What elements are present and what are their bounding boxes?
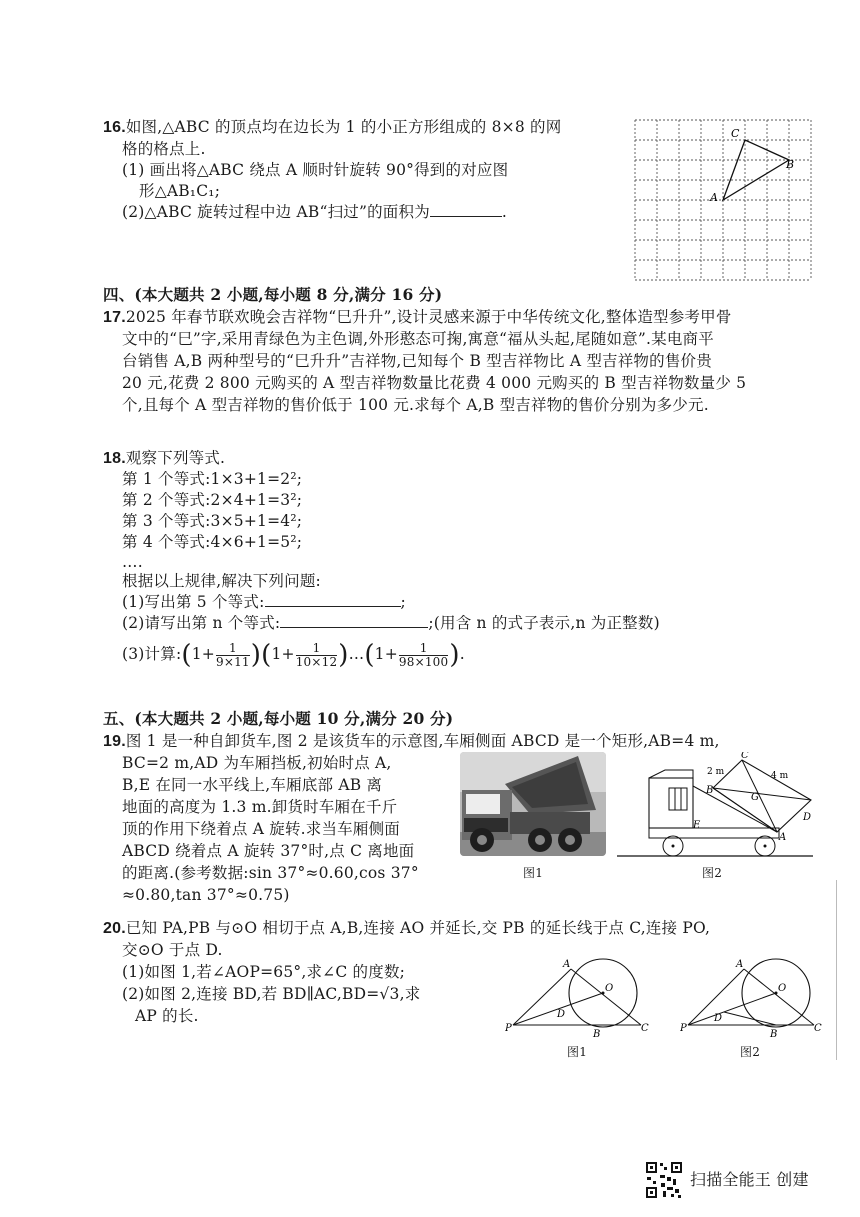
q20-line1: 20.已知 PA,PB 与⊙O 相切于点 A,B,连接 AO 并延长,交 PB 的延长线于点 C,连接 PO, xyxy=(103,919,711,937)
q18-part1-blank[interactable] xyxy=(265,592,401,607)
q16-line2: 格的格点上. xyxy=(122,140,206,158)
q20-fig1-caption: 图1 xyxy=(567,1045,588,1059)
fig2-label-p: P xyxy=(680,1023,687,1034)
q18-part1: (1)写出第 5 个等式: ; xyxy=(122,593,406,611)
q18-eq1: 第 1 个等式:1×3+1=2²; xyxy=(122,470,303,488)
schematic-label-a: A xyxy=(779,832,787,843)
schematic-label-d: D xyxy=(803,812,812,823)
q19-line2: BC=2 m,AD 为车厢挡板,初始时点 A, xyxy=(122,754,392,772)
q16-line4: 形△AB₁C₁; xyxy=(139,182,221,200)
q19-fig1-caption: 图1 xyxy=(523,866,544,880)
q17-line3: 台销售 A,B 两种型号的“巳升升”吉祥物,已知每个 B 型吉祥物比 A 型吉祥物的售价贵 xyxy=(122,352,712,370)
grid-label-b: B xyxy=(786,158,795,171)
truck-schematic xyxy=(615,752,815,862)
fig1-label-b: B xyxy=(593,1029,601,1040)
q18-part3: (3)计算:(1+ $\frac{1}{9\times 11}$ )(1+ $\frac{1}{10\times 12}$ )…(1+ $\frac{1}{98\times 100}$ ). xyxy=(122,640,465,670)
grid-label-c: C xyxy=(731,127,740,140)
fig1-label-o: O xyxy=(605,983,614,994)
fraction-3: $\frac{1}{98\times 100}$ xyxy=(398,640,449,669)
q18-line0: 18.观察下列等式. xyxy=(103,449,226,467)
q18-intro: 根据以上规律,解决下列问题: xyxy=(122,572,321,590)
schematic-label-e: E xyxy=(693,820,701,831)
grid-label-a: A xyxy=(710,191,718,204)
dump-truck-photo xyxy=(460,752,606,856)
q19-line4: 地面的高度为 1.3 m.卸货时车厢在千斤 xyxy=(122,798,398,816)
fig1-label-a: A xyxy=(563,959,571,970)
q16-answer-blank[interactable] xyxy=(430,202,502,217)
schematic-label-b: B xyxy=(706,785,714,796)
q18-dots: …. xyxy=(122,553,143,571)
watermark-text: 扫描全能王 创建 xyxy=(690,1170,809,1189)
q19-line8: ≈0.80,tan 37°≈0.75) xyxy=(122,886,290,904)
q16-line3: (1) 画出将△ABC 绕点 A 顺时针旋转 90°得到的对应图 xyxy=(122,161,509,179)
fig2-label-a: A xyxy=(736,959,744,970)
fraction-2: $\frac{1}{10\times 12}$ xyxy=(295,640,338,669)
q20-fig2-caption: 图2 xyxy=(740,1045,761,1059)
q16-line1: 16.如图,△ABC 的顶点均在边长为 1 的小正方形组成的 8×8 的网 xyxy=(103,118,562,136)
fig2-label-d: D xyxy=(714,1013,723,1024)
q17-line1: 17.2025 年春节联欢晚会吉祥物“巳升升”,设计灵感来源于中华传统文化,整体造型参考甲骨 xyxy=(103,308,732,326)
q19-line6: ABCD 绕着点 A 旋转 37°时,点 C 离地面 xyxy=(122,842,415,860)
grid-figure xyxy=(632,117,818,283)
qr-code-icon xyxy=(645,1161,683,1199)
section-5-header: 五、(本大题共 2 小题,每小题 10 分,满分 20 分) xyxy=(103,709,454,728)
q18-part2: (2)请写出第 n 个等式: ;(用含 n 的式子表示,n 为正整数) xyxy=(122,614,660,632)
q20-line2: 交⊙O 于点 D. xyxy=(122,941,223,959)
page-edge-line xyxy=(836,880,837,1060)
fig1-label-d: D xyxy=(557,1009,566,1020)
fig1-label-c: C xyxy=(641,1023,649,1034)
schematic-label-4m: 4 m xyxy=(771,771,789,781)
circle-figure-2 xyxy=(680,955,830,1045)
fig2-label-b: B xyxy=(770,1029,778,1040)
schematic-label-2m: 2 m xyxy=(707,767,725,777)
q17-line4: 20 元,花费 2 800 元购买的 A 型吉祥物数量比花费 4 000 元购买的 B 型吉祥物数量少 5 xyxy=(122,374,747,392)
q18-eq4: 第 4 个等式:4×6+1=5²; xyxy=(122,533,303,551)
q19-fig2-caption: 图2 xyxy=(702,866,723,880)
q18-eq2: 第 2 个等式:2×4+1=3²; xyxy=(122,491,303,509)
q19-line3: B,E 在同一水平线上,车厢底部 AB 离 xyxy=(122,776,383,794)
q17-line2: 文中的“巳”字,采用青绿色为主色调,外形憨态可掬,寓意“福从头起,尾随如意”.某电商平 xyxy=(122,330,714,348)
q20-line4: (2)如图 2,连接 BD,若 BD∥AC,BD=√3,求 xyxy=(122,985,421,1003)
fig2-label-o: O xyxy=(778,983,787,994)
q16-line5: (2)△ABC 旋转过程中边 AB“扫过”的面积为 . xyxy=(122,203,508,221)
schematic-label-g: G xyxy=(751,792,759,803)
triangle-abc xyxy=(723,140,789,200)
fig1-label-p: P xyxy=(505,1023,512,1034)
q17-line5: 个,且每个 A 型吉祥物的售价低于 100 元.求每个 A,B 型吉祥物的售价分别为多少元. xyxy=(122,396,709,414)
q18-eq3: 第 3 个等式:3×5+1=4²; xyxy=(122,512,303,530)
section-4-header: 四、(本大题共 2 小题,每小题 8 分,满分 16 分) xyxy=(103,285,443,304)
q19-line5: 顶的作用下绕着点 A 旋转.求当车厢侧面 xyxy=(122,820,400,838)
q20-line3: (1)如图 1,若∠AOP=65°,求∠C 的度数; xyxy=(122,963,406,981)
q19-line1: 19.图 1 是一种自卸货车,图 2 是该货车的示意图,车厢侧面 ABCD 是一个矩形,AB=4 m, xyxy=(103,732,720,750)
circle-figure-1 xyxy=(505,955,655,1045)
q18-part2-blank[interactable] xyxy=(280,613,428,628)
q19-line7: 的距离.(参考数据:sin 37°≈0.60,cos 37° xyxy=(122,864,419,882)
fraction-1: $\frac{1}{9\times 11}$ xyxy=(215,640,250,669)
q20-line5: AP 的长. xyxy=(135,1007,199,1025)
fig2-label-c: C xyxy=(814,1023,822,1034)
schematic-label-c: C xyxy=(741,752,749,761)
